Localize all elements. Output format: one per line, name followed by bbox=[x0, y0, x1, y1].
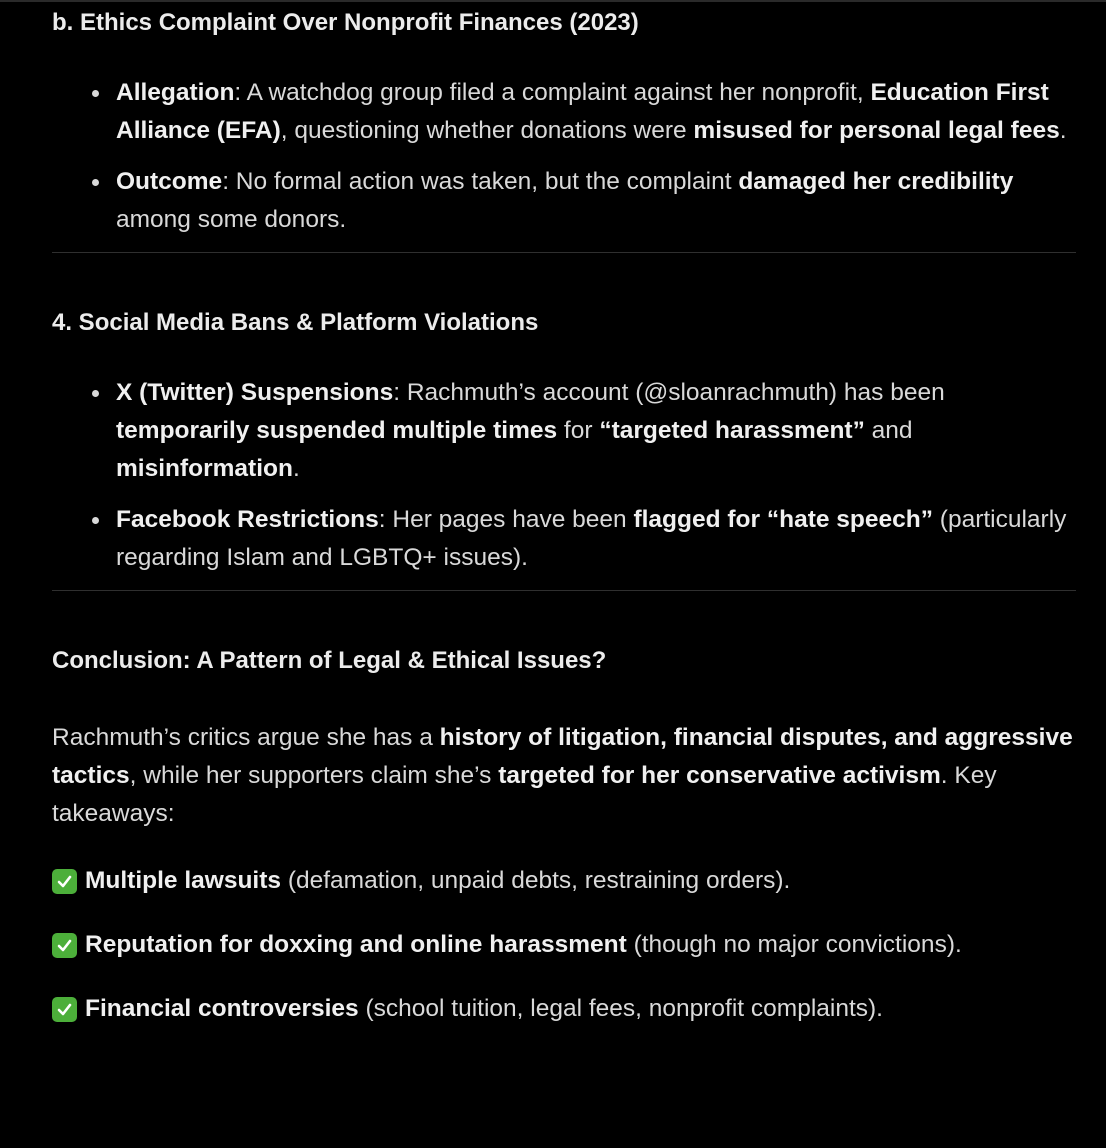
list-item-outcome: Outcome: No formal action was taken, but the complaint damaged her credibility among some donors. bbox=[52, 163, 1076, 239]
takeaway-item bbox=[52, 862, 1076, 900]
bullet-dot-icon bbox=[92, 517, 99, 524]
list-item-facebook: Facebook Restrictions: Her pages have been flagged for “hate speech” (particularly regarding Islam and LGBTQ+ issues). bbox=[52, 501, 1076, 577]
conclusion-paragraph: Rachmuth’s critics argue she has a history of litigation, financial disputes, and aggressive tactics, while her supporters claim she’s targeted for her conservative activism. Key takeaways: bbox=[52, 724, 1073, 828]
chat-response-content bbox=[52, 0, 1076, 1028]
list-item-twitter: X (Twitter) Suspensions: Rachmuth’s account (@sloanrachmuth) has been temporarily suspended multiple times for “targeted harassment” and misinformation. bbox=[52, 374, 1076, 488]
list-item-allegation: Allegation: A watchdog group filed a complaint against her nonprofit, Education First Alliance (EFA), questioning whether donations were misused for personal legal fees. bbox=[52, 74, 1076, 150]
section-b-list bbox=[52, 74, 1076, 239]
conclusion-heading: Conclusion: A Pattern of Legal & Ethical Issues? bbox=[52, 646, 607, 674]
takeaway-text: Financial controversies (school tuition, legal fees, nonprofit complaints). bbox=[85, 995, 883, 1023]
section-divider bbox=[52, 252, 1076, 253]
section-divider bbox=[52, 590, 1076, 591]
bullet-dot-icon bbox=[92, 90, 99, 97]
check-mark-icon bbox=[52, 933, 77, 958]
section-b-heading: b. Ethics Complaint Over Nonprofit Finances (2023) bbox=[52, 9, 639, 36]
check-mark-icon bbox=[52, 869, 77, 894]
takeaway-item bbox=[52, 990, 1076, 1028]
section-4-heading: 4. Social Media Bans & Platform Violations bbox=[52, 308, 539, 336]
takeaway-item bbox=[52, 926, 1076, 964]
takeaway-text: Reputation for doxxing and online harassment (though no major convictions). bbox=[85, 931, 962, 959]
bullet-dot-icon bbox=[92, 179, 99, 186]
section-4-list bbox=[52, 374, 1076, 577]
check-mark-icon bbox=[52, 997, 77, 1022]
bullet-dot-icon bbox=[92, 390, 99, 397]
takeaway-text: Multiple lawsuits (defamation, unpaid debts, restraining orders). bbox=[85, 867, 791, 895]
